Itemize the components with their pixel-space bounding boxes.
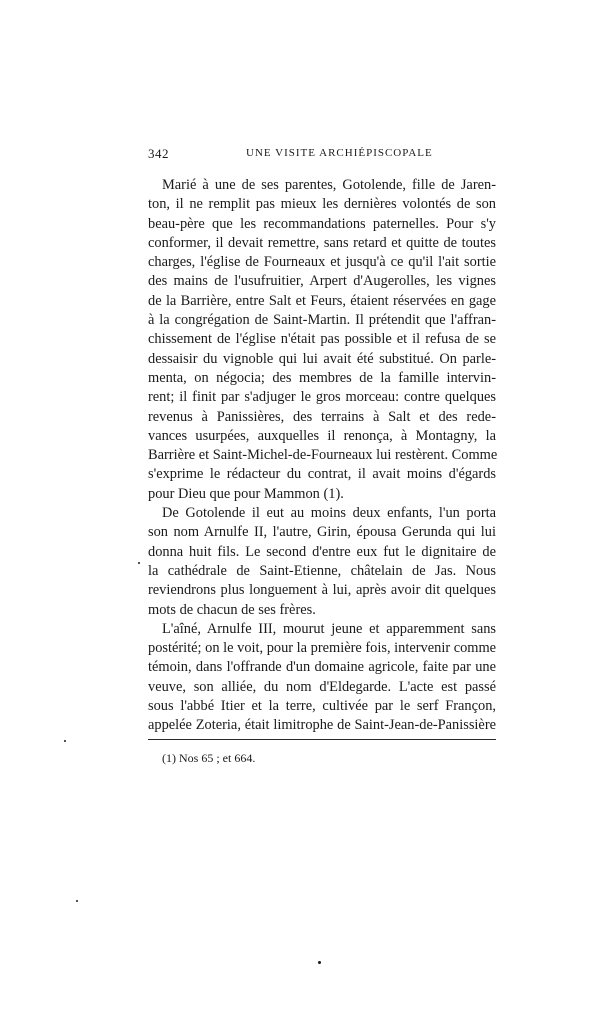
body-text xyxy=(148,176,496,736)
text-line: mots de chacun de ses frères. xyxy=(148,601,316,618)
page-number: 342 xyxy=(148,146,169,161)
text-line: conformer, il devait remettre, sans retard et quitte de toutes xyxy=(148,234,496,251)
text-line: De Gotolende il eut au moins deux enfants, l'un porta xyxy=(162,505,496,522)
running-title: UNE VISITE ARCHIÉPISCOPALE xyxy=(246,147,433,159)
text-line: revenus à Panissières, des terrains à Salt et des rede- xyxy=(148,408,496,425)
text-line: pour Dieu que pour Mammon (1). xyxy=(148,485,344,502)
text-line: son nom Arnulfe II, l'autre, Girin, épousa Gerunda qui lui xyxy=(148,524,496,541)
scan-speck xyxy=(64,740,66,742)
text-line: Barrière et Saint-Michel-de-Fourneaux lui restèrent. Comme xyxy=(148,447,498,464)
paragraph xyxy=(148,504,496,620)
text-line: appelée Zoteria, était limitrophe de Saint-Jean-de-Panissière xyxy=(148,717,496,734)
text-line: reviendrons plus longuement à lui, après avoir dit quelques xyxy=(148,582,496,599)
paragraph xyxy=(148,620,496,736)
text-line: de la Barrière, entre Salt et Feurs, étaient réservées en gage xyxy=(148,292,496,309)
text-line: veuve, son alliée, du nom d'Eldegarde. L'acte est passé xyxy=(148,678,496,695)
paragraph xyxy=(148,176,496,504)
text-line: postérité; on le voit, pour la première fois, intervenir comme xyxy=(148,640,497,657)
text-line: s'exprime le rédacteur du contrat, il avait moins d'égards xyxy=(148,466,496,483)
text-line: la cathédrale de Saint-Etienne, châtelain de Jas. Nous xyxy=(148,562,496,579)
text-line: sous l'abbé Itier et la terre, cultivée par le serf Françon, xyxy=(148,698,496,715)
text-line: L'aîné, Arnulfe III, mourut jeune et apparemment sans xyxy=(162,620,496,637)
text-line: charges, l'église de Fourneaux et jusqu'à ce qu'il l'ait sortie xyxy=(148,254,496,271)
text-line: ton, il ne remplit pas mieux les dernières volontés de son xyxy=(148,196,496,213)
text-line: rent; il finit par s'adjuger le gros morceau: contre quelques xyxy=(148,389,496,406)
text-line: à la congrégation de Saint-Martin. Il prétendit que l'affran- xyxy=(148,312,496,329)
text-line: beau-père que les recommandations paternelles. Pour s'y xyxy=(148,215,496,232)
text-line: des mains de l'usufruitier, Arpert d'Augerolles, les vignes xyxy=(148,273,496,290)
footnote-rule xyxy=(148,739,496,740)
footnote: (1) Nos 65 ; et 664. xyxy=(162,751,256,765)
text-line: vances usurpées, auxquelles il renonça, à Montagny, la xyxy=(148,427,496,444)
text-line: témoin, dans l'offrande d'un domaine agricole, faite par une xyxy=(148,659,496,676)
scan-speck xyxy=(318,961,321,964)
text-line: menta, on négocia; des membres de la famille intervin- xyxy=(148,369,496,386)
text-line: dessaisir du vignoble qui lui avait été substitué. On parle- xyxy=(148,350,496,367)
running-header xyxy=(148,146,496,166)
text-line: donna huit fils. Le second d'entre eux fut le dignitaire de xyxy=(148,543,496,560)
text-line: chissement de l'église n'était pas possible et il refusa de se xyxy=(148,331,496,348)
scan-speck xyxy=(138,562,140,564)
text-line: Marié à une de ses parentes, Gotolende, fille de Jaren- xyxy=(162,177,496,193)
scan-speck xyxy=(76,900,78,902)
